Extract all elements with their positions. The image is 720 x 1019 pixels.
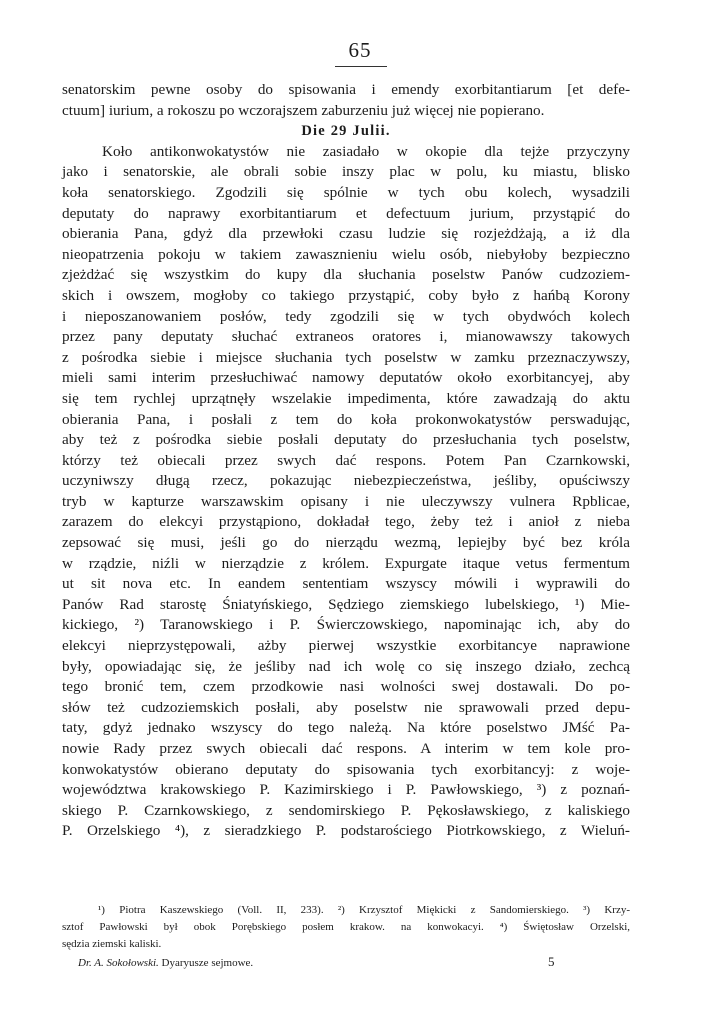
text-line: się tem rychlej uprzątnęły wszelakie impedimenta, które zawadzają do aktu	[62, 389, 630, 407]
text-line: Koło antikonwokatystów nie zasiadało w okopie dla tejże przyczyny	[102, 142, 630, 160]
text-line: nowie Rady przez swych obiecali dać respons. A interim w tem kole pro-	[62, 740, 630, 757]
text-line: z pośrodka siebie i miejsce słuchania tych poselstw w zamku przeznaczywszy,	[62, 348, 630, 366]
text-line: aby też z pośrodka siebie posłali deputaty do przesłuchania tych poselstw,	[62, 431, 630, 449]
signature	[78, 957, 253, 969]
text-line: obierania Pana, gdyż dla przewłoki czasu ludzie się rozjeżdżają, a iż dla	[62, 225, 630, 243]
text-line: słów też cudzoziemskich posłali, aby poselstw nie sprawowali przed depu-	[62, 698, 630, 716]
text-line: tryb w kapturze warszawskim opisany i nie uleczywszy vulnera Rpblicae,	[62, 492, 630, 510]
footnote-line: sztof Pawłowski był obok Porębskiego posłem krakow. na konwokacyi. ⁴) Świętosław Orzelski,	[62, 921, 630, 934]
text-line: i nieposzanowaniem posłów, tedy zgodzili się w tych obydwóch kolech	[62, 307, 630, 325]
sheet-number: 5	[548, 954, 555, 969]
text-line: były, opowiadając się, że jeśliby nad ich wolę co się inszego działo, zechcą	[62, 657, 630, 675]
date-heading: Die 29 Julii.	[301, 123, 391, 140]
text-line: jako i senatorskie, ale obrali sobie inszy plac w polu, ku miastu, blisko	[62, 163, 630, 181]
text-line: zepsować się musi, jeśli go do nierządu wezmą, lepiejby być bez króla	[62, 534, 630, 552]
text-line: zjeżdżać się wszystkim do kupy dla słuchania poselstw Panów cudzoziem-	[62, 266, 630, 284]
text-line: którzy też obiecali przez swych dać respons. Potem Pan Czarnkowski,	[62, 451, 630, 469]
footnote-line: ¹) Piotra Kaszewskiego (Voll. II, 233). ²) Krzysztof Miękicki z Sandomierskiego. ³) Krzy-	[98, 904, 630, 916]
text-line: elekcyi nieprzystępowali, ażby pierwej wszystkie exorbitancye naprawione	[62, 637, 630, 655]
page-number-rule	[335, 66, 387, 67]
body-text	[62, 80, 630, 842]
paragraph	[62, 142, 630, 842]
text-line: konwokatystów obierano deputaty do spisowania tych exorbitancyj: z woje-	[62, 760, 630, 778]
text-line: nieopatrzenia pokoju w takiem zawasznieniu wielu osób, niebyłoby bezpieczno	[62, 245, 630, 263]
text-line: kickiego, ²) Taranowskiego i P. Świerczowskiego, napominając ich, aby do	[62, 616, 630, 634]
text-line: w rządzie, niźli w nierządzie z królem. Expurgate itaque vetus fermentum	[62, 554, 630, 572]
text-line: mieli sami interim przesłuchiwać namowy deputatów około exorbitancyej, aby	[62, 369, 630, 387]
text-line: deputaty do naprawy exorbitantiarum et defectuum jurium, przystąpić do	[62, 204, 630, 222]
text-line: ut sit nova etc. In eandem sententiam wszyscy mówili i wyprawili do	[62, 575, 630, 593]
text-line: skich i owszem, mogłoby co takiego przystąpić, coby było z hańbą Korony	[62, 286, 630, 304]
text-line: przez pany deputaty słuchać extraneos oratores i, mianowawszy takowych	[62, 328, 630, 346]
signature-author: Dr. A. Sokołowski.	[78, 957, 159, 969]
footnote-line: sędzia ziemski kaliski.	[62, 938, 162, 951]
page-number: 65	[348, 38, 372, 62]
text-line: obierania Pana, i posłali z tem do koła prokonwokatystów perswadując,	[62, 410, 630, 428]
text-line: taty, gdyż jednako wszyscy do tego należą. Na które poselstwo JMść Pa-	[62, 719, 630, 737]
text-line: uczyniwszy długą rzecz, pokazując niebezpieczeństwa, jeśliby, opuściwszy	[62, 472, 630, 490]
footnotes	[62, 902, 630, 954]
text-line: województwa krakowskiego P. Kazimirskiego i P. Pawłowskiego, ³) z poznań-	[62, 781, 630, 799]
text-line: koła senatorskiego. Zgodzili się spólnie w tych obu kolech, wysadzili	[62, 183, 630, 201]
text-line: ctuum] iurium, a rokoszu po wczorajszem zaburzeniu już więcej nie popierano.	[62, 101, 545, 119]
text-line: senatorskim pewne osoby do spisowania i emendy exorbitantiarum [et defe-	[62, 81, 630, 98]
text-line: zarazem do elekcyi przystąpiono, dokładał tego, żeby też i anioł z nieba	[62, 513, 630, 531]
text-line: skiego P. Czarnkowskiego, z sendomirskiego P. Pękosławskiego, z kaliskiego	[62, 801, 630, 819]
text-line: tego bronić tem, czem przodkowie nasi wolności swej dostawali. Do po-	[62, 678, 630, 696]
text-line: P. Orzelskiego ⁴), z sieradzkiego P. podstarościego Piotrkowskiego, z Wieluń-	[62, 822, 630, 840]
signature-title: Dyaryusze sejmowe.	[161, 957, 254, 969]
text-line: Panów Rad starostę Śniatyńskiego, Sędziego ziemskiego lubelskiego, ¹) Mie-	[62, 595, 630, 613]
